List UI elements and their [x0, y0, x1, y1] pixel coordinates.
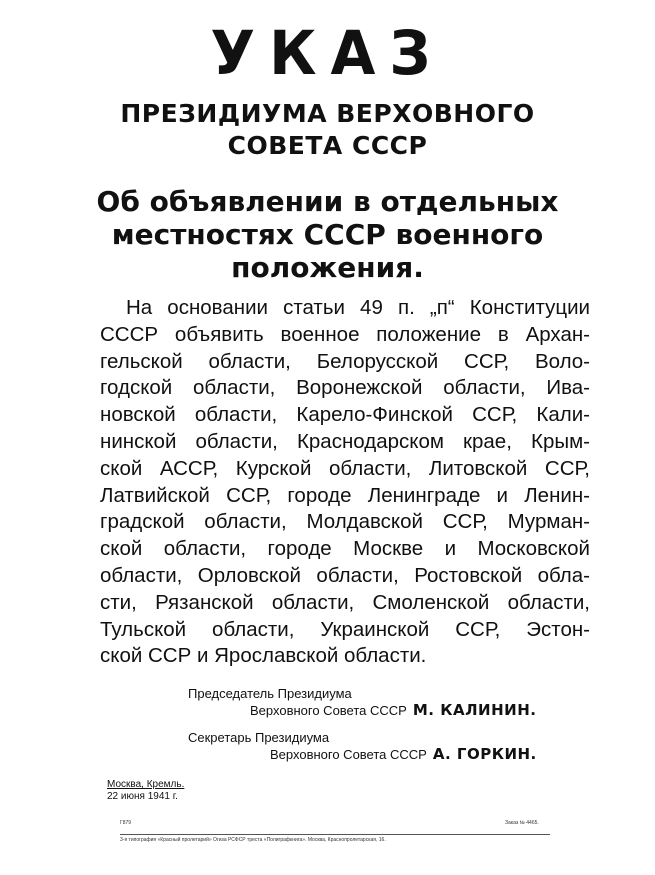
print-code: Г879: [120, 820, 132, 826]
body-line: ской АССР, Курской области, Литовской ССР,: [100, 456, 590, 480]
signature-chairman: [188, 686, 536, 719]
chairman-name: М. КАЛИНИН.: [412, 701, 537, 719]
body-line: ской ССР и Ярославской области.: [100, 644, 427, 668]
date: 22 июня 1941 г.: [107, 791, 178, 802]
body-line: новской области, Карело-Финской ССР, Кали-: [100, 403, 590, 427]
subject-line-2: местностях СССР военного: [111, 218, 544, 251]
body-line: области, Орловской области, Ростовской обла-: [100, 563, 590, 587]
issuer-line-2: СОВЕТА СССР: [227, 131, 428, 160]
secretary-title-line-2-row: [188, 746, 537, 763]
secretary-title-line-2: Верховного Совета СССР: [270, 747, 427, 762]
body-line: ской области, городе Москве и Московской: [100, 537, 590, 561]
chairman-title-line-1: Председатель Президиума: [188, 686, 352, 701]
body-line: гельской области, Белорусской ССР, Воло-: [100, 349, 590, 373]
secretary-title-line-1: Секретарь Президиума: [188, 730, 330, 745]
subject-line-3: положения.: [231, 251, 424, 284]
place-and-date: [107, 779, 184, 803]
body-line: сти, Рязанской области, Смоленской области,: [100, 590, 590, 614]
body-line: На основании статьи 49 п. „п“ Конституции: [126, 296, 590, 319]
body-line: СССР объявить военное положение в Архан-: [100, 322, 590, 346]
print-order-number: Заказ № 4465.: [505, 820, 539, 826]
place: Москва, Кремль.: [107, 779, 185, 790]
subject-line-1: Об объявлении в отдельных: [96, 185, 559, 218]
body-line: градской области, Молдавской ССР, Мурман-: [100, 510, 590, 534]
decree-subject: [0, 185, 655, 284]
secretary-name: А. ГОРКИН.: [432, 745, 537, 763]
body-line: Латвийской ССР, городе Ленинграде и Ленин-: [100, 483, 590, 507]
signature-secretary: [188, 730, 537, 763]
chairman-title-line-2: Верховного Совета СССР: [250, 703, 407, 718]
body-line: Тульской области, Украинской ССР, Эстон-: [100, 617, 590, 641]
issuer-heading: [0, 98, 655, 162]
decree-body: [100, 295, 590, 670]
chairman-title-line-2-row: [188, 702, 536, 719]
printer-imprint: 3-я типография «Красный пролетарий» Огиза РСФСР треста «Полиграфкнига». Москва, Краснопролетарская, 16.: [120, 834, 550, 844]
body-line: нинской области, Краснодарском крае, Крым-: [100, 429, 590, 453]
issuer-line-1: ПРЕЗИДИУМА ВЕРХОВНОГО: [120, 99, 535, 128]
document-title: УКАЗ: [210, 17, 445, 89]
body-line: годской области, Воронежской области, Ива-: [100, 376, 590, 400]
